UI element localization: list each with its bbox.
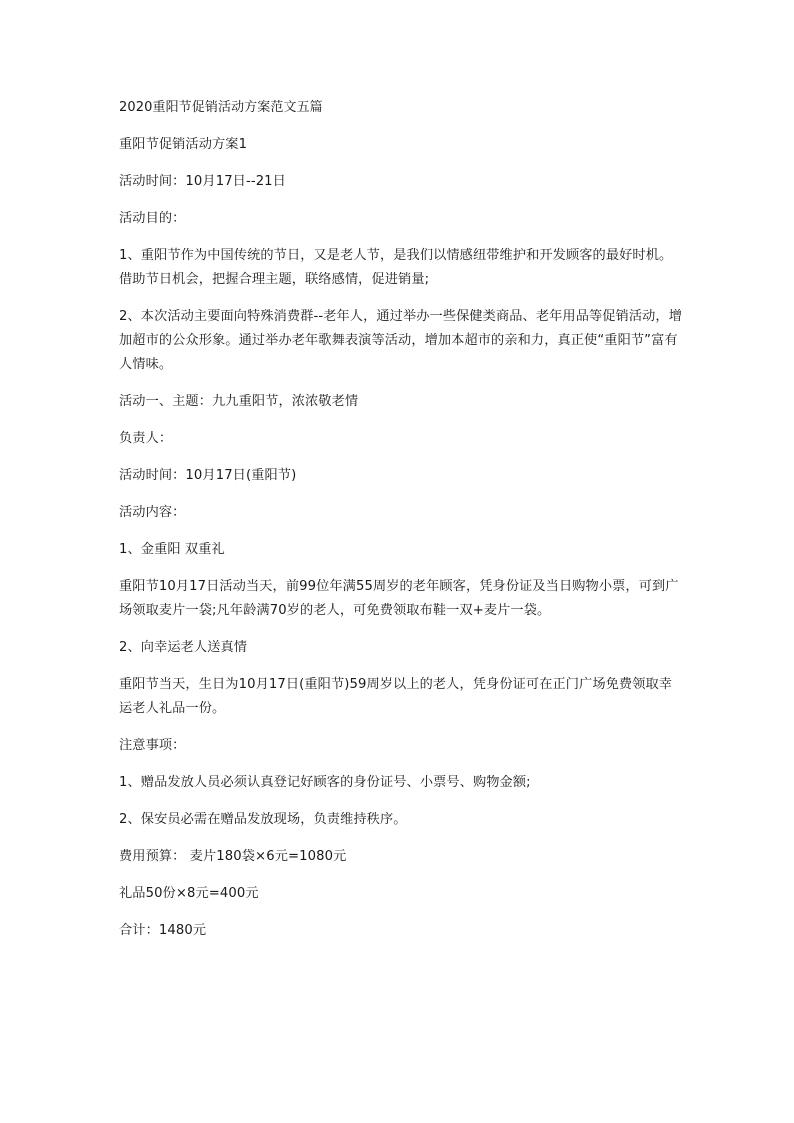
paragraph: 活动目的： — [119, 211, 186, 226]
paragraph: 活动时间：10月17日(重阳节) — [119, 468, 297, 483]
section-heading: 重阳节促销活动方案1 — [119, 137, 248, 152]
paragraph: 活动一、主题：九九重阳节，浓浓敬老情 — [119, 394, 359, 409]
paragraph: 礼品50份×8元=400元 — [119, 886, 259, 901]
paragraph: 2、保安员必需在赠品发放现场，负责维持秩序。 — [119, 812, 407, 827]
paragraph: 注意事项： — [119, 738, 186, 753]
paragraph: 1、赠品发放人员必须认真登记好顾客的身份证号、小票号、购物金额; — [119, 775, 531, 790]
paragraph: 负责人： — [119, 431, 173, 446]
paragraph: 费用预算： 麦片180袋×6元=1080元 — [119, 849, 347, 864]
paragraph: 1、重阳节作为中国传统的节日，又是老人节，是我们以情感纽带维护和开发顾客的最好时机。借助节日机会，把握合理主题，联络感情，促进销量; — [119, 248, 673, 287]
paragraph: 2、向幸运老人送真情 — [119, 640, 248, 655]
paragraph: 合计：1480元 — [119, 923, 207, 938]
document-body — [119, 96, 685, 956]
paragraph: 2、本次活动主要面向特殊消费群--老年人，通过举办一些保健类商品、老年用品等促销活动，增加超市的公众形象。通过举办老年歌舞表演等活动，增加本超市的亲和力，真正使“重阳节”富有人情味。 — [119, 309, 682, 372]
paragraph: 重阳节当天，生日为10月17日(重阳节)59周岁以上的老人，凭身份证可在正门广场免费领取幸运老人礼品一份。 — [119, 677, 673, 716]
document-title: 2020重阳节促销活动方案范文五篇 — [119, 100, 323, 115]
paragraph: 活动时间：10月17日--21日 — [119, 174, 286, 189]
paragraph: 1、金重阳 双重礼 — [119, 542, 225, 557]
paragraph: 活动内容： — [119, 505, 186, 520]
paragraph: 重阳节10月17日活动当天，前99位年满55周岁的老年顾客，凭身份证及当日购物小票，可到广场领取麦片一袋;凡年龄满70岁的老人，可免费领取布鞋一双+麦片一袋。 — [119, 579, 679, 618]
